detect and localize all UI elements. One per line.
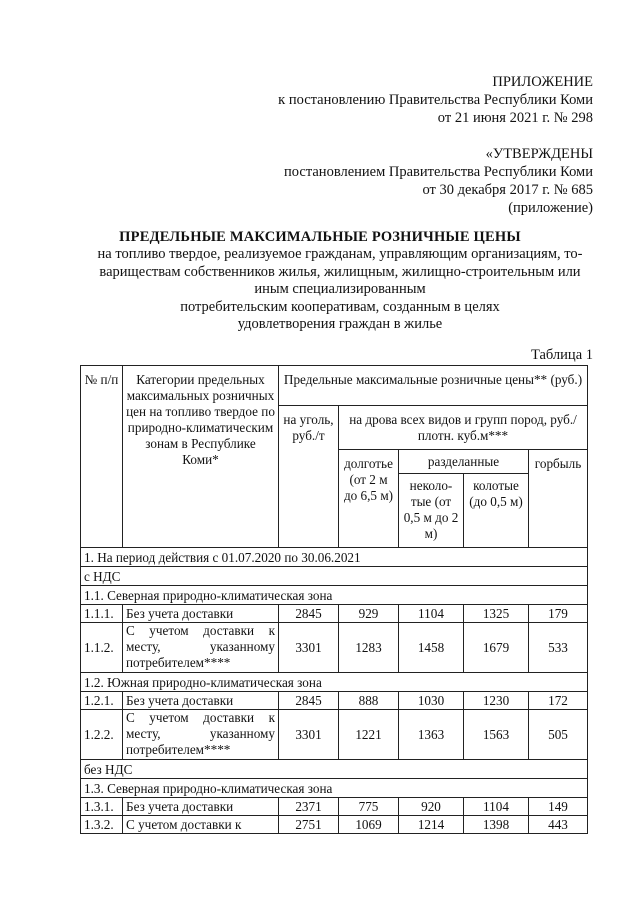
header-split: разделанные bbox=[399, 450, 529, 474]
row-long: 929 bbox=[339, 605, 399, 623]
appendix-title: ПРИЛОЖЕНИЕ bbox=[492, 74, 593, 90]
appendix-resolution: к постановлению Правительства Республики Коми bbox=[278, 92, 593, 108]
row-label: Без учета доставки bbox=[123, 798, 279, 816]
subtitle-line: вариществам собственников жилья, жилищным, жилищно-строительным или bbox=[99, 263, 581, 280]
section-without-vat: без НДС bbox=[81, 760, 588, 779]
approved-title: «УТВЕРЖДЕНЫ bbox=[485, 146, 593, 162]
row-chopped: 1104 bbox=[464, 798, 529, 816]
row-coal: 3301 bbox=[279, 710, 339, 760]
table-label: Таблица 1 bbox=[530, 347, 593, 363]
subtitle-line: потребительским кооперативам, созданным в целях bbox=[180, 298, 500, 315]
table-row bbox=[81, 692, 588, 710]
header-slab: горбыль bbox=[529, 450, 588, 548]
row-long: 888 bbox=[339, 692, 399, 710]
appendix-date: от 21 июня 2021 г. № 298 bbox=[437, 110, 593, 126]
row-slab: 172 bbox=[529, 692, 588, 710]
row-label: С учетом доставки к месту, указанному потребителем**** bbox=[123, 623, 279, 673]
approved-note: (приложение) bbox=[508, 200, 593, 216]
section-north-zone-2: 1.3. Северная природно-климатическая зона bbox=[81, 779, 588, 798]
row-coal: 2845 bbox=[279, 605, 339, 623]
subtitle-line: на топливо твердое, реализуемое гражданам, управляющим организациям, то- bbox=[97, 246, 583, 262]
row-num: 1.2.1. bbox=[81, 692, 123, 710]
section-with-vat: с НДС bbox=[81, 567, 588, 586]
row-unsplit: 1363 bbox=[399, 710, 464, 760]
row-unsplit: 1104 bbox=[399, 605, 464, 623]
row-slab: 443 bbox=[529, 816, 588, 834]
header-long: долготье (от 2 м до 6,5 м) bbox=[339, 450, 399, 548]
header-chopped: колотые (до 0,5 м) bbox=[464, 474, 529, 548]
row-coal: 2845 bbox=[279, 692, 339, 710]
row-slab: 179 bbox=[529, 605, 588, 623]
row-chopped: 1325 bbox=[464, 605, 529, 623]
section-north-zone: 1.1. Северная природно-климатическая зона bbox=[81, 586, 588, 605]
document-subtitle bbox=[70, 246, 610, 334]
row-unsplit: 920 bbox=[399, 798, 464, 816]
subtitle-line: иным специализированным bbox=[254, 281, 426, 297]
row-num: 1.3.2. bbox=[81, 816, 123, 834]
section-period: 1. На период действия с 01.07.2020 по 30.06.2021 bbox=[81, 548, 588, 567]
row-label: Без учета доставки bbox=[123, 605, 279, 623]
price-table bbox=[80, 365, 588, 834]
row-long: 1221 bbox=[339, 710, 399, 760]
row-coal: 2371 bbox=[279, 798, 339, 816]
row-chopped: 1679 bbox=[464, 623, 529, 673]
row-label: С учетом доставки к bbox=[123, 816, 279, 834]
header-prices: Предельные максимальные розничные цены** (руб.) bbox=[279, 366, 588, 406]
row-chopped: 1230 bbox=[464, 692, 529, 710]
table-row bbox=[81, 816, 588, 834]
row-coal: 3301 bbox=[279, 623, 339, 673]
approved-date: от 30 декабря 2017 г. № 685 bbox=[422, 182, 593, 198]
header-category: Категории предельных максимальных розничных цен на топливо твердое по природно-климатическим зонам в Республике Коми* bbox=[123, 366, 279, 548]
row-slab: 149 bbox=[529, 798, 588, 816]
table-row bbox=[81, 605, 588, 623]
row-long: 1283 bbox=[339, 623, 399, 673]
row-slab: 505 bbox=[529, 710, 588, 760]
document-title: ПРЕДЕЛЬНЫЕ МАКСИМАЛЬНЫЕ РОЗНИЧНЫЕ ЦЕНЫ bbox=[119, 229, 521, 245]
header-coal: на уголь, руб./т bbox=[279, 406, 339, 548]
row-unsplit: 1458 bbox=[399, 623, 464, 673]
table-row bbox=[81, 798, 588, 816]
row-num: 1.3.1. bbox=[81, 798, 123, 816]
row-coal: 2751 bbox=[279, 816, 339, 834]
header-unsplit: неколо-тые (от 0,5 м до 2 м) bbox=[399, 474, 464, 548]
subtitle-line: удовлетворения граждан в жилье bbox=[237, 316, 443, 332]
section-south-zone: 1.2. Южная природно-климатическая зона bbox=[81, 673, 588, 692]
row-chopped: 1563 bbox=[464, 710, 529, 760]
row-long: 775 bbox=[339, 798, 399, 816]
row-unsplit: 1214 bbox=[399, 816, 464, 834]
row-num: 1.2.2. bbox=[81, 710, 123, 760]
row-label: С учетом доставки к месту, указанному потребителем**** bbox=[123, 710, 279, 760]
row-chopped: 1398 bbox=[464, 816, 529, 834]
row-unsplit: 1030 bbox=[399, 692, 464, 710]
row-label: Без учета доставки bbox=[123, 692, 279, 710]
appendix-header bbox=[278, 73, 593, 127]
table-row bbox=[81, 710, 588, 760]
row-num: 1.1.1. bbox=[81, 605, 123, 623]
row-num: 1.1.2. bbox=[81, 623, 123, 673]
approved-header bbox=[284, 145, 593, 217]
header-num: № п/п bbox=[81, 366, 123, 548]
approved-resolution: постановлением Правительства Республики Коми bbox=[284, 164, 593, 180]
row-long: 1069 bbox=[339, 816, 399, 834]
row-slab: 533 bbox=[529, 623, 588, 673]
table-row bbox=[81, 623, 588, 673]
header-firewood: на дрова всех видов и групп пород, руб./плотн. куб.м*** bbox=[339, 406, 588, 450]
